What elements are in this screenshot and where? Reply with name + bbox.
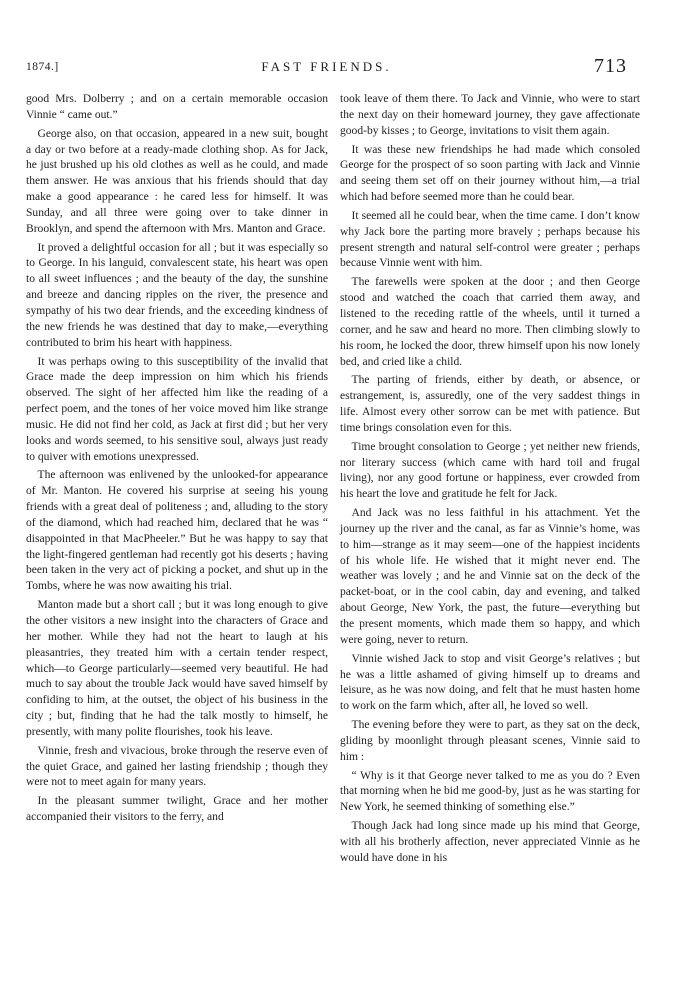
- left-column: [26, 92, 328, 829]
- paragraph: Vinnie, fresh and vivacious, broke through the reserve even of the quiet Grace, and gained her lasting friendship ; though they were not to meet again for many years.: [26, 744, 328, 789]
- paragraph: It was perhaps owing to this susceptibility of the invalid that Grace made the deep impression on him which his friends observed. The sight of her affected him like the reading of a perfect poem, and the tones of her voice moved him like strange music. He did not find her cold, as Jack at first did ; but her very looks and words seemed, to his sensitive soul, always just ready to quiver with emotions unexpressed.: [26, 355, 328, 463]
- header-title: FAST FRIENDS.: [261, 59, 392, 74]
- page-number: 713: [594, 55, 627, 77]
- paragraph: Though Jack had long since made up his mind that George, with all his brotherly affection, never appreciated Vinnie as he would have done in his: [340, 820, 640, 864]
- paragraph: Manton made but a short call ; but it was long enough to give the other visitors a new insight into the characters of Grace and her mother. While they had not the heart to laugh at his pleasantries, they treated him with a certain tender respect, which—to George particularly—seemed very beautiful. He had much to say about the trouble Jack would have saved himself by confiding to him, at the outset, the object of his business in the city ; but, finding that he had the talk mostly to himself, he presently, with many polite flourishes, took his leave.: [26, 599, 328, 738]
- paragraph: And Jack was no less faithful in his attachment. Yet the journey up the river and the canal, as far as Vinnie’s home, was to him—strange as it may seem—one of the happiest incidents of his whole life. He wished that it might never end. The weather was lovely ; and he and Vinnie sat on the deck of the packet-boat, or in the cool cabin, day and evening, and talked about George, New York, the past, the future—everything but the present moments, which made them so happy, and which were going, never to return.: [340, 507, 640, 646]
- paragraph: took leave of them there. To Jack and Vinnie, who were to start the next day on their homeward journey, they gave affectionate good-by kisses ; to George, invitations to visit them again.: [340, 93, 640, 137]
- paragraph: Vinnie wished Jack to stop and visit George’s relatives ; but he was a little ashamed of giving himself up to dreams and leisure, as he was now doing, and felt that he must hasten home to work on the farm which, after all, he loved so well.: [340, 652, 640, 713]
- paragraph: In the pleasant summer twilight, Grace and her mother accompanied their visitors to the ferry, and: [26, 795, 328, 824]
- running-header: [26, 55, 627, 79]
- paragraph: George also, on that occasion, appeared in a new suit, bought a day or two before at a ready-made clothing shop. As for Jack, he just brushed up his old clothes as well as he could, and made them answer. He was anxious that his friends should that day make a good appearance : he cared less for himself. It was Sunday, and all three were going over to take dinner in Brooklyn, and spend the afternoon with Mrs. Manton and Grace.: [26, 127, 328, 235]
- right-column: [340, 92, 640, 870]
- paragraph: “ Why is it that George never talked to me as you do ? Even that morning when he bid me good-by, just as he was starting for New York, he seemed thinking of something else.”: [340, 769, 640, 814]
- paragraph: good Mrs. Dolberry ; and on a certain memorable occasion Vinnie “ came out.”: [26, 93, 328, 121]
- paragraph: It was these new friendships he had made which consoled George for the prospect of so soon parting with Jack and Vinnie and seeing them set off on their journey without him,—a trial which had before seemed more than he could bear.: [340, 143, 640, 204]
- paragraph: It seemed all he could bear, when the time came. I don’t know why Jack bore the parting more bravely ; perhaps because his present strength and natural self-control were greater ; perhaps because Vinnie went with him.: [340, 209, 640, 270]
- paragraph: The afternoon was enlivened by the unlooked-for appearance of Mr. Manton. He covered his surprise at seeing his young friends with a great deal of politeness ; and, alluding to the story of the diamond, which had reached him, declared that he was “ disappointed in that MacPheeler.” But he was happy to say that the light-fingered gentleman had recently got his deserts ; having been taken in the very act of picking a pocket, and shut up in the Tombs, where he was now awaiting his trial.: [26, 469, 328, 593]
- header-year: 1874.]: [26, 61, 59, 73]
- paragraph: Time brought consolation to George ; yet neither new friends, nor literary success (which came with hard toil and frugal living), nor any good fortune or happiness, ever crowded from his heart the love and gratitude he felt for Jack.: [340, 440, 640, 501]
- paragraph: It proved a delightful occasion for all ; but it was especially so to George. In his languid, convalescent state, his heart was open to all sweet influences ; and the beauty of the day, the sunshine and breeze and dancing ripples on the river, the presence and sympathy of his two dear friends, and the exceeding kindness of the new friends he was destined that day to make,—everything contributed to brim his heart with happiness.: [26, 241, 328, 349]
- paragraph: The evening before they were to part, as they sat on the deck, gliding by moonlight through pleasant scenes, Vinnie said to him :: [340, 719, 640, 763]
- paragraph: The parting of friends, either by death, or absence, or estrangement, is, assuredly, one of the very saddest things in life. Almost every other sorrow can be met with patience. But time brings consolation even for this.: [340, 374, 640, 434]
- paragraph: The farewells were spoken at the door ; and then George stood and watched the coach that carried them away, and listened to the receding rattle of the wheels, until it turned a corner, and he saw and heard no more. Then climbing slowly to his room, he locked the door, threw himself upon his now lonely bed, and cried like a child.: [340, 276, 640, 368]
